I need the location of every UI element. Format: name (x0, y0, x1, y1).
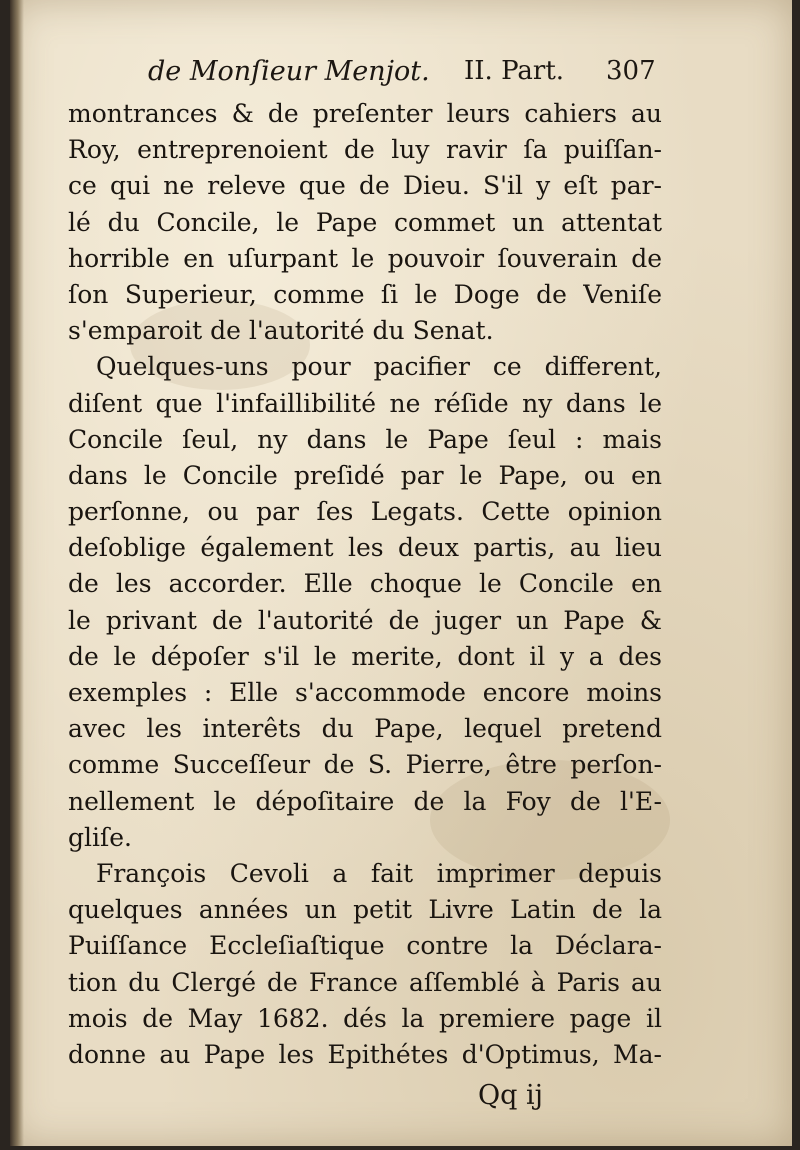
text-line: deſoblige également les deux partis, au lieu (68, 533, 662, 563)
text-line: Puiſſance Eccleſiaſtique contre la Déclara- (68, 931, 662, 961)
book-page (10, 0, 792, 1146)
text-line: de les accorder. Elle choque le Concile en (68, 569, 662, 599)
body-text (68, 96, 668, 1073)
text-line: Roy, entreprenoient de luy ravir ſa puiſſan- (68, 135, 662, 165)
text-line: exemples : Elle s'accommode encore moins (68, 678, 662, 707)
text-line: lé du Concile, le Pape commet un attentat (68, 207, 662, 237)
text-line: François Cevoli a fait imprimer depuis (96, 858, 662, 888)
text-line: nellement le dépoſitaire de la Foy de l'E- (68, 786, 662, 816)
text-line: Concile ſeul, ny dans le Pape ſeul : mais (68, 424, 662, 454)
text-line: quelques années un petit Livre Latin de la (68, 895, 662, 925)
running-header (148, 48, 688, 92)
text-line: dans le Concile preſidé par le Pape, ou en (68, 460, 662, 490)
text-line: ſon Superieur, comme ſi le Doge de Veniſe (68, 279, 662, 309)
text-line: ce qui ne releve que de Dieu. S'il y eſt par- (68, 171, 662, 201)
text-line: gliſe. (68, 822, 132, 852)
text-line: de le dépoſer s'il le merite, dont il y a des (68, 641, 662, 671)
running-title: de Monſieur Menjot. (148, 56, 430, 87)
text-line: mois de May 1682. dés la premiere page il (68, 1003, 662, 1033)
catchword: Qq ij (478, 1080, 544, 1111)
text-line: tion du Clergé de France aſſemblé à Paris au (68, 967, 662, 997)
part-label: II. Part. (464, 56, 565, 86)
text-line: Quelques-uns pour pacifier ce different, (96, 352, 662, 382)
text-line: perſonne, ou par ſes Legats. Cette opinion (68, 497, 662, 527)
text-line: diſent que l'infaillibilité ne réſide ny dans le (68, 388, 662, 418)
text-line: montrances & de preſenter leurs cahiers au (68, 99, 662, 128)
text-line: le privant de l'autorité de juger un Pape & (68, 605, 662, 635)
text-line: s'emparoit de l'autorité du Senat. (68, 316, 494, 346)
text-line: avec les interêts du Pape, lequel pretend (68, 714, 662, 744)
text-line: comme Succeſſeur de S. Pierre, être perſon- (68, 750, 662, 780)
page-number: 307 (606, 56, 656, 86)
text-line: donne au Pape les Epithétes d'Optimus, Ma- (68, 1039, 662, 1069)
text-line: horrible en uſurpant le pouvoir ſouverain de (68, 243, 662, 273)
page-gutter-edge (10, 0, 24, 1146)
